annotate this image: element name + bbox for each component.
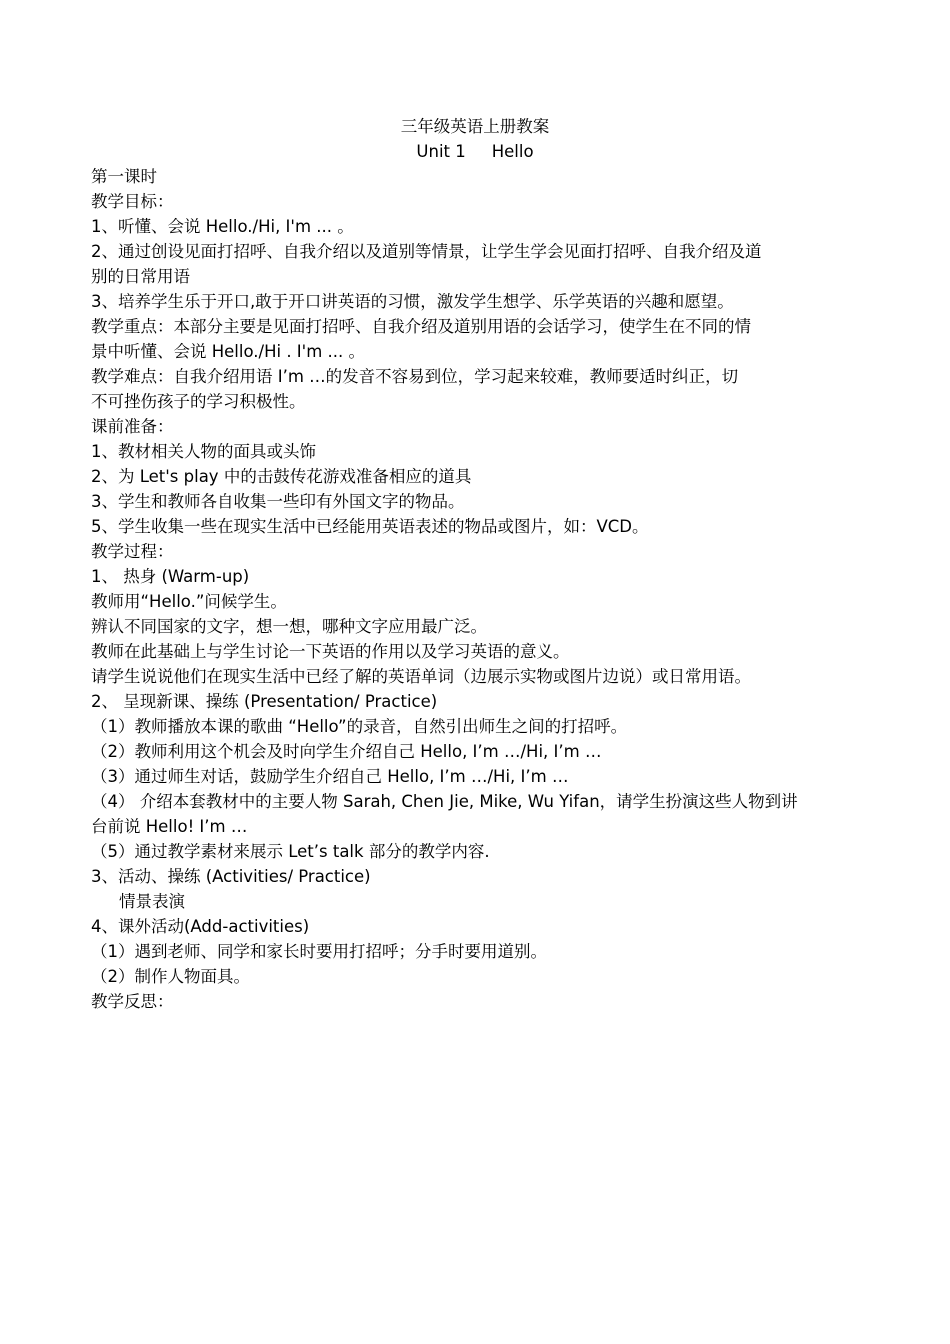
- objective-2-line-2: 别的日常用语: [91, 267, 190, 286]
- objective-1: 1、听懂、会说 Hello./Hi, I'm ... 。: [91, 217, 354, 236]
- lesson-label: 第一课时: [91, 167, 157, 186]
- step-3-heading: 3、活动、操练 (Activities/ Practice): [91, 867, 371, 886]
- objective-3: 3、培养学生乐于开口,敢于开口讲英语的习惯，激发学生想学、乐学英语的兴趣和愿望。: [91, 292, 734, 311]
- step-1-text-2: 辨认不同国家的文字，想一想，哪种文字应用最广泛。: [91, 617, 487, 636]
- preparation-item-5: 5、学生收集一些在现实生活中已经能用英语表述的物品或图片，如：VCD。: [91, 517, 649, 536]
- step-1-heading: 1、 热身 (Warm-up): [91, 567, 250, 586]
- preparation-item-3: 3、学生和教师各自收集一些印有外国文字的物品。: [91, 492, 465, 511]
- preparation-item-2: 2、为 Let's play 中的击鼓传花游戏准备相应的道具: [91, 467, 472, 486]
- document-title: 三年级英语上册教案: [400, 117, 550, 136]
- key-points-line-1: 教学重点：本部分主要是见面打招呼、自我介绍及道别用语的会话学习，使学生在不同的情: [91, 317, 751, 336]
- reflection-heading: 教学反思：: [91, 992, 174, 1011]
- objective-2-line-1: 2、通过创设见面打招呼、自我介绍以及道别等情景，让学生学会见面打招呼、自我介绍及道: [91, 242, 762, 261]
- preparation-item-1: 1、教材相关人物的面具或头饰: [91, 442, 316, 461]
- difficulties-line-2: 不可挫伤孩子的学习积极性。: [91, 392, 306, 411]
- step-4-heading: 4、课外活动(Add-activities): [91, 917, 310, 936]
- step-1-text-4: 请学生说说他们在现实生活中已经了解的英语单词（边展示实物或图片边说）或日常用语。: [91, 667, 751, 686]
- step-2-item-5: （5）通过教学素材来展示 Let’s talk 部分的教学内容.: [91, 842, 490, 861]
- preparation-heading: 课前准备：: [91, 417, 174, 436]
- difficulties-line-1: 教学难点：自我介绍用语 I’m …的发音不容易到位，学习起来较难，教师要适时纠正，切: [91, 367, 739, 386]
- step-2-item-2: （2）教师利用这个机会及时向学生介绍自己 Hello, I’m …/Hi, I’m …: [91, 742, 602, 761]
- unit-heading: [0, 142, 950, 162]
- process-heading: 教学过程：: [91, 542, 174, 561]
- key-points-line-2: 景中听懂、会说 Hello./Hi . I'm ... 。: [91, 342, 366, 361]
- step-4-item-1: （1）遇到老师、同学和家长时要用打招呼；分手时要用道别。: [91, 942, 547, 961]
- unit-name: Hello: [491, 142, 534, 161]
- document-body: [91, 164, 863, 1014]
- step-2-item-4-line-2: 台前说 Hello! I’m …: [91, 817, 248, 836]
- step-3-text: 情景表演: [119, 892, 185, 911]
- step-2-item-4-line-1: （4） 介绍本套教材中的主要人物 Sarah, Chen Jie, Mike, Wu Yifan，请学生扮演这些人物到讲: [91, 792, 798, 811]
- unit-number: Unit 1: [416, 142, 466, 161]
- step-2-heading: 2、 呈现新课、操练 (Presentation/ Practice): [91, 692, 438, 711]
- step-2-item-1: （1）教师播放本课的歌曲 “Hello”的录音，自然引出师生之间的打招呼。: [91, 717, 628, 736]
- objectives-heading: 教学目标：: [91, 192, 174, 211]
- step-1-text-3: 教师在此基础上与学生讨论一下英语的作用以及学习英语的意义。: [91, 642, 570, 661]
- step-2-item-3: （3）通过师生对话，鼓励学生介绍自己 Hello, I’m …/Hi, I’m …: [91, 767, 569, 786]
- step-4-item-2: （2）制作人物面具。: [91, 967, 250, 986]
- step-1-text-1: 教师用“Hello.”问候学生。: [91, 592, 287, 611]
